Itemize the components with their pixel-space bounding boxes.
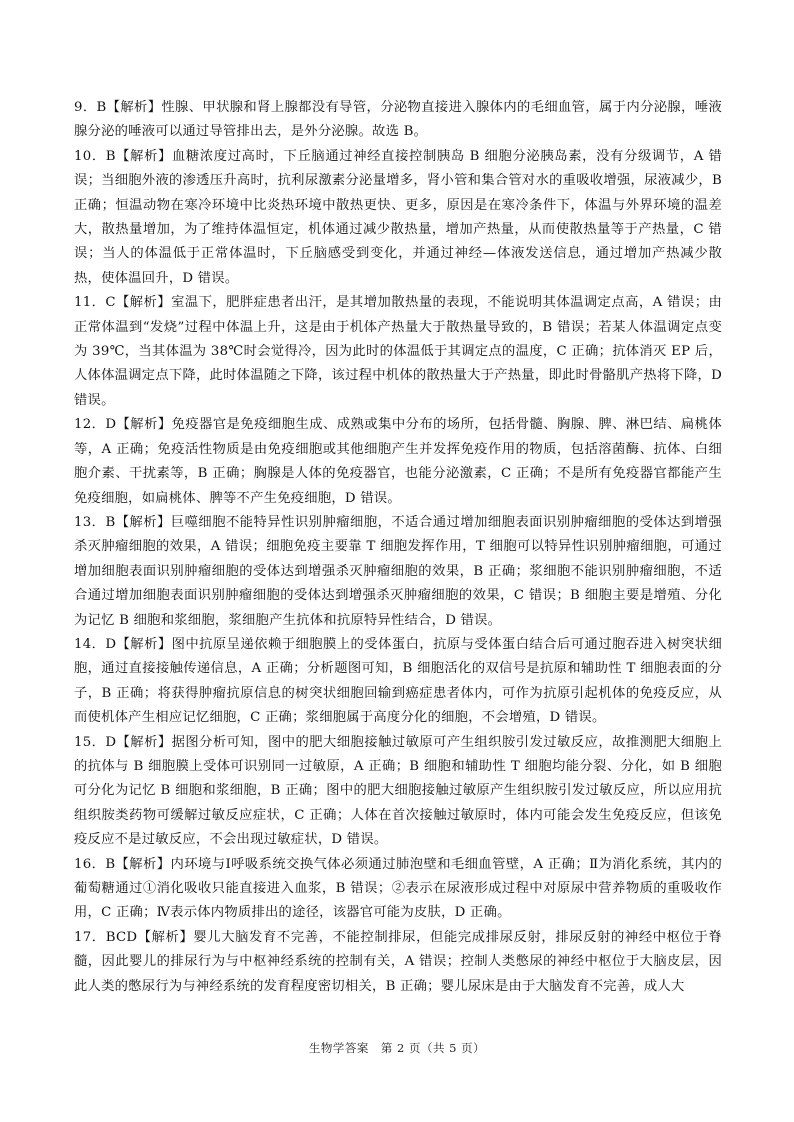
answer-list (74, 96, 722, 999)
answer-item-12: 12．D【解析】免疫器官是免疫细胞生成、成熟或集中分布的场所，包括骨髓、胸腺、脾、淋巴结、扁桃体等，A 正确；免疫活性物质是由免疫细胞或其他细胞产生并发挥免疫作用的物质，包括溶菌酶、抗体、白细胞介素、干扰素等，B 正确；胸腺是人体的免疫器官，也能分泌激素，C 正确；不是所有免疫器官都能产生免疫细胞，如扁桃体、脾等不产生免疫细胞，D 错误。 (74, 417, 722, 506)
answer-item-14: 14．D【解析】图中抗原呈递依赖于细胞膜上的受体蛋白，抗原与受体蛋白结合后可通过胞吞进入树突状细胞，通过直接接触传递信息，A 正确；分析题图可知，B 细胞活化的双信号是抗原和辅助性 T 细胞表面的分子，B 正确；将获得肿瘤抗原信息的树突状细胞回输到癌症患者体内，可作为抗原引起机体的免疫反应，从而使机体产生相应记忆细胞，C 正确；浆细胞属于高度分化的细胞，不会增殖，D 错误。 (74, 636, 722, 726)
answer-item-17: 17．BCD【解析】婴儿大脑发育不完善，不能控制排尿，但能完成排尿反射，排尿反射的神经中枢位于脊髓，因此婴儿的排尿行为与中枢神经系统的控制有关，A 错误；控制人类憋尿的神经中枢位于大脑皮层，因此人类的憋尿行为与神经系统的发育程度密切相关，B 正确；婴儿尿床是由于大脑发育不完善，成人大 (74, 929, 722, 994)
page-footer: 生物学答案 第 2 页（共 5 页） (308, 1041, 486, 1055)
answer-item-13: 13．B【解析】巨噬细胞不能特异性识别肿瘤细胞，不适合通过增加细胞表面识别肿瘤细胞的受体达到增强杀灭肿瘤细胞的效果，A 错误；细胞免疫主要靠 T 细胞发挥作用，T 细胞可以特异性识别肿瘤细胞，可通过增加细胞表面识别肿瘤细胞的受体达到增强杀灭肿瘤细胞的效果，B 正确；浆细胞不能识别肿瘤细胞，不适合通过增加细胞表面识别肿瘤细胞的受体达到增强杀灭肿瘤细胞的效果，C 错误；B 细胞主要是增殖、分化为记忆 B 细胞和浆细胞，浆细胞产生抗体和抗原特异性结合，D 错误。 (74, 514, 722, 628)
answer-item-10: 10．B【解析】血糖浓度过高时，下丘脑通过神经直接控制胰岛 B 细胞分泌胰岛素，没有分级调节，A 错误；当细胞外液的渗透压升高时，抗利尿激素分泌量增多，肾小管和集合管对水的重吸收增强，尿液减少，B 正确；恒温动物在寒冷环境中比炎热环境中散热更快、更多，原因是在寒冷条件下，体温与外界环境的温差大，散热量增加，为了维持体温恒定，机体通过减少散热量，增加产热量，从而使散热量等于产热量，C 错误；当人的体温低于正常体温时，下丘脑感受到变化，并通过神经—体液发送信息，通过增加产热减少散热，使体温回升，D 错误。 (74, 148, 722, 286)
answer-item-11: 11．C【解析】室温下，肥胖症患者出汗，是其增加散热量的表现，不能说明其体温调定点高，A 错误；由正常体温到“发烧”过程中体温上升，这是由于机体产热量大于散热量导致的，B 错误；若某人体温调定点变为 39℃，当其体温为 38℃时会觉得冷，因为此时的体温低于其调定点的温度，C 正确；抗体消灭 EP 后，人体体温调定点下降，此时体温随之下降，该过程中机体的散热量大于产热量，即此时骨骼肌产热将下降，D 错误。 (74, 295, 722, 408)
answer-item-9: 9．B【解析】性腺、甲状腺和肾上腺都没有导管，分泌物直接进入腺体内的毛细血管，属于内分泌腺，唾液腺分泌的唾液可以通过导管排出去，是外分泌腺。故选 B。 (74, 100, 722, 140)
answer-item-15: 15．D【解析】据图分析可知，图中的肥大细胞接触过敏原可产生组织胺引发过敏反应，故推测肥大细胞上的抗体与 B 细胞膜上受体可识别同一过敏原，A 正确；B 细胞和辅助性 T 细胞均能分裂、分化，如 B 细胞可分化为记忆 B 细胞和浆细胞，B 正确；图中的肥大细胞接触过敏原产生组织胺引发过敏反应，所以应用抗组织胺类药物可缓解过敏反应症状，C 正确；人体在首次接触过敏原时，体内可能会发生免疫反应，但该免疫反应不是过敏反应，不会出现过敏症状，D 错误。 (74, 734, 722, 848)
answer-item-16: 16．B【解析】内环境与Ⅰ呼吸系统交换气体必须通过肺泡壁和毛细血管壁，A 正确；Ⅱ为消化系统，其内的葡萄糖通过①消化吸收只能直接进入血浆，B 错误；②表示在尿液形成过程中对原尿中营养物质的重吸收作用，C 正确；Ⅳ表示体内物质排出的途径，该器官可能为皮肤，D 正确。 (74, 856, 722, 921)
